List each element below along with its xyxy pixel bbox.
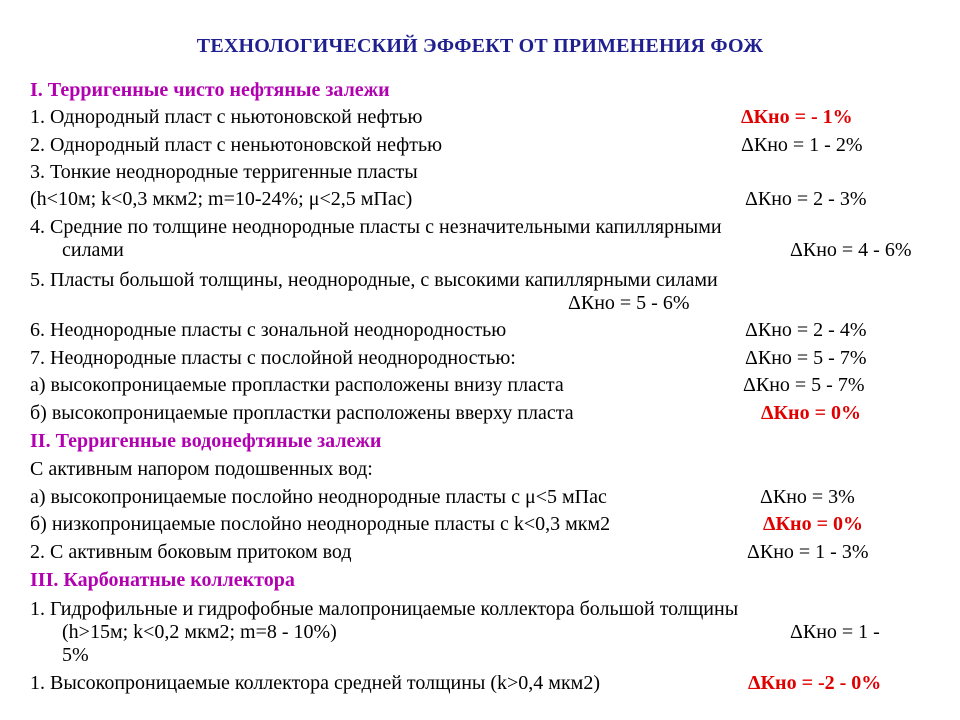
effect-value: ΔКно = 5 - 6% (568, 292, 690, 314)
item-text: б) высокопроницаемые пропластки расположены вверху пласта (30, 402, 574, 424)
item-text: 5. Пласты большой толщины, неоднородные, с высокими капиллярными силами (30, 269, 718, 291)
item-text: 1. Гидрофильные и гидрофобные малопроницаемые коллектора большой толщины (30, 598, 739, 620)
effect-value: ΔКно = 0% (763, 513, 863, 535)
item-text: 1. Однородный пласт с ньютоновской нефтью (30, 106, 423, 128)
effect-value-continued: 5% (62, 644, 89, 666)
item-text: а) высокопроницаемые послойно неоднородные пласты с μ<5 мПас (30, 486, 607, 508)
effect-value: ΔКно = 5 - 7% (745, 347, 867, 369)
item-text: С активным напором подошвенных вод: (30, 458, 373, 480)
effect-value: ΔКно = 2 - 3% (745, 188, 867, 210)
section-heading-carbonate: III. Карбонатные коллектора (30, 569, 295, 591)
page-title: ТЕХНОЛОГИЧЕСКИЙ ЭФФЕКТ ОТ ПРИМЕНЕНИЯ ФОЖ (196, 35, 764, 57)
item-text: 1. Высокопроницаемые коллектора средней толщины (k>0,4 мкм2) (30, 672, 600, 694)
item-text: а) высокопроницаемые пропластки расположены внизу пласта (30, 374, 564, 396)
effect-value: ΔКно = 4 - 6% (790, 239, 912, 261)
item-text: 3. Тонкие неоднородные терригенные пласты (30, 161, 418, 183)
item-text: (h<10м; k<0,3 мкм2; m=10-24%; μ<2,5 мПас) (30, 188, 413, 210)
effect-value: ΔКно = 3% (760, 486, 855, 508)
item-text: 6. Неоднородные пласты с зональной неоднородностью (30, 319, 507, 341)
effect-value: ΔКно = -2 - 0% (748, 672, 882, 694)
item-text: б) низкопроницаемые послойно неоднородные пласты с k<0,3 мкм2 (30, 513, 611, 535)
item-text: (h>15м; k<0,2 мкм2; m=8 - 10%) (62, 621, 337, 643)
section-heading-terrigenous-oil: I. Терригенные чисто нефтяные залежи (30, 79, 390, 101)
item-text: 2. Однородный пласт с неньютоновской нефтью (30, 134, 443, 156)
effect-value: ΔКно = 1 - (790, 621, 880, 643)
item-text: 7. Неоднородные пласты с послойной неоднородностью: (30, 347, 516, 369)
effect-value: ΔКно = 0% (761, 402, 861, 424)
section-heading-terrigenous-water-oil: II. Терригенные водонефтяные залежи (30, 430, 382, 452)
effect-value: ΔКно = - 1% (741, 106, 853, 128)
effect-value: ΔКно = 5 - 7% (743, 374, 865, 396)
effect-value: ΔКно = 1 - 2% (741, 134, 863, 156)
item-text: 2. С активным боковым притоком вод (30, 541, 352, 563)
item-text: 4. Средние по толщине неоднородные пласты с незначительными капиллярными (30, 216, 722, 238)
effect-value: ΔКно = 1 - 3% (747, 541, 869, 563)
effect-value: ΔКно = 2 - 4% (745, 319, 867, 341)
item-text: силами (62, 239, 124, 261)
